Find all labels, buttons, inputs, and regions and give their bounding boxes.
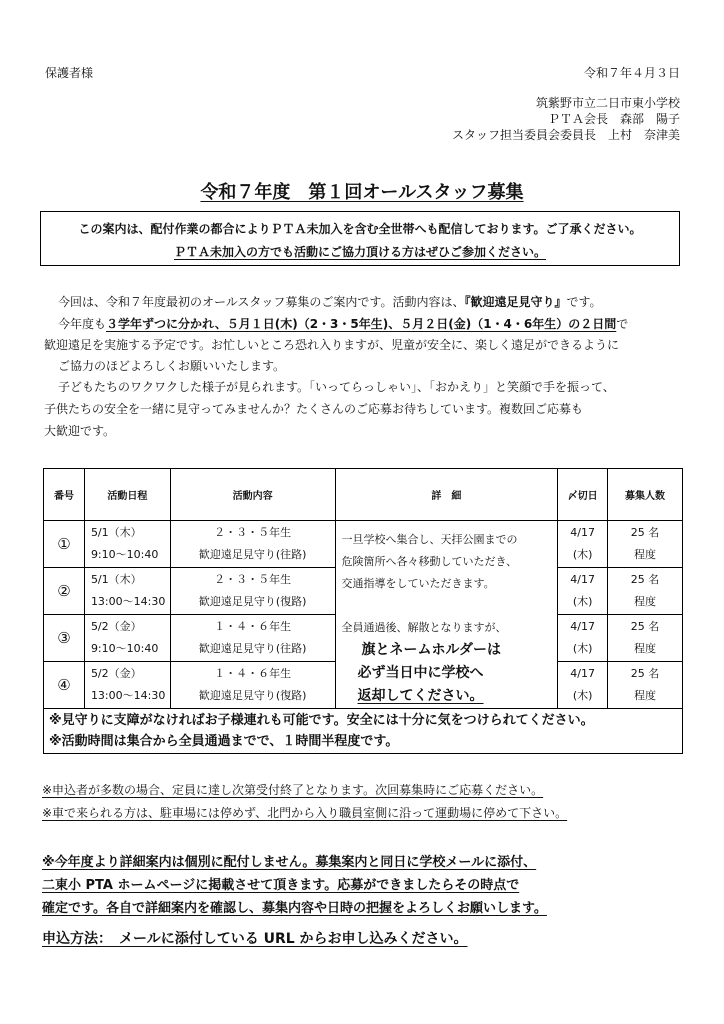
- table-footer-notes: [44, 709, 683, 754]
- row-schedule: [84, 615, 170, 662]
- intro-paragraph-4: ご協力のほどよろしくお願いいたします。: [58, 359, 286, 373]
- detail-emphasis: 旗とネームホルダーは: [361, 642, 501, 658]
- row-count: [608, 521, 683, 568]
- row-grade: ２・３・５年生: [214, 526, 292, 539]
- row-deadline: [558, 615, 608, 662]
- row-schedule: [84, 521, 170, 568]
- notice-line-2: ＰＴＡ未加入の方でも活動にご協力頂ける方はぜひご参加ください。: [173, 245, 546, 259]
- row-schedule: [84, 662, 170, 709]
- row-schedule: [84, 568, 170, 615]
- intro-text: 今回は、令和７年度最初のオールスタッフ募集のご案内です。活動内容は、: [58, 295, 465, 309]
- row-date: 5/2（金）: [90, 620, 142, 633]
- count-value: 25 名: [630, 620, 660, 633]
- activity-name: 『歓迎遠足見守り』: [464, 295, 567, 309]
- row-number: ①: [44, 521, 85, 568]
- table-header-row: [44, 469, 683, 521]
- detail-emphasis: 返却してください。: [357, 688, 484, 704]
- row-deadline: [558, 662, 608, 709]
- deadline-date: 4/17: [570, 667, 595, 680]
- table-row: [44, 521, 683, 568]
- distribution-notice-line-3: 確定です。各自で詳細案内を確認し、募集内容や日時の把握をよろしくお願いします。: [42, 901, 547, 916]
- row-deadline: [558, 568, 608, 615]
- row-activity-name: 歓迎遠足見守り(往路): [198, 642, 307, 655]
- row-number: ②: [44, 568, 85, 615]
- row-deadline: [558, 521, 608, 568]
- intro-paragraph-3: 歓迎遠足を実施する予定です。お忙しいところ恐れ入りますが、児童が安全に、楽しく遠足ができるように: [44, 338, 620, 352]
- school-name: 筑紫野市立二日市東小学校: [535, 96, 680, 110]
- row-grade: １・４・６年生: [214, 620, 292, 633]
- row-activity: [170, 521, 335, 568]
- header-number: 番号: [44, 469, 85, 521]
- count-note: 程度: [634, 548, 657, 561]
- row-grade: １・４・６年生: [214, 667, 292, 680]
- header-schedule: 活動日程: [84, 469, 170, 521]
- row-grade: ２・３・５年生: [214, 573, 292, 586]
- row-date: 5/2（金）: [90, 667, 142, 680]
- row-time: 13:00～14:30: [90, 689, 166, 702]
- pta-chair: ＰＴＡ会長 森部 陽子: [547, 112, 680, 126]
- schedule-table: [43, 468, 683, 754]
- row-count: [608, 662, 683, 709]
- count-note: 程度: [634, 595, 657, 608]
- intro-paragraph-1: [58, 293, 602, 310]
- count-note: 程度: [634, 642, 657, 655]
- issue-date: 令和７年４月３日: [583, 66, 680, 80]
- footer-note-2: ※活動時間は集合から全員通過までで、１時間半程度です。: [49, 734, 399, 749]
- detail-emphasis: 必ず当日中に学校へ: [357, 665, 484, 681]
- detail-line: 一旦学校へ集合し、天拝公園までの: [341, 533, 518, 546]
- row-number: ③: [44, 615, 85, 662]
- count-note: 程度: [634, 689, 657, 702]
- deadline-day: (木): [572, 689, 593, 702]
- note-capacity: ※申込者が多数の場合、定員に達し次第受付終了となります。次回募集時にご応募ください。: [42, 783, 544, 797]
- distribution-notice-line-1: ※今年度より詳細案内は個別に配付しません。募集案内と同日に学校メールに添付、: [42, 855, 537, 870]
- notice-box: [40, 211, 680, 266]
- deadline-day: (木): [572, 595, 593, 608]
- table-footer-row: [44, 709, 683, 754]
- row-time: 9:10～10:40: [90, 642, 159, 655]
- row-activity: [170, 568, 335, 615]
- row-activity-name: 歓迎遠足見守り(往路): [198, 548, 307, 561]
- deadline-date: 4/17: [570, 620, 595, 633]
- footer-note-1: ※見守りに支障がなければお子様連れも可能です。安全には十分に気をつけられてください。: [49, 713, 594, 728]
- header-deadline: 〆切日: [558, 469, 608, 521]
- document-title: 令和７年度 第１回オールスタッフ募集: [200, 182, 524, 203]
- count-value: 25 名: [630, 526, 660, 539]
- row-number: ④: [44, 662, 85, 709]
- row-activity: [170, 615, 335, 662]
- intro-text: 今年度も: [58, 317, 107, 331]
- row-time: 9:10～10:40: [90, 548, 159, 561]
- detail-line: 交通指導をしていただきます。: [341, 577, 495, 590]
- deadline-day: (木): [572, 548, 593, 561]
- recipient: 保護者様: [45, 66, 94, 80]
- note-parking: ※車で来られる方は、駐車場には停めず、北門から入り職員室側に沿って運動場に停めて下さい。: [42, 806, 568, 820]
- row-activity: [170, 662, 335, 709]
- details-cell: [335, 521, 558, 709]
- row-activity-name: 歓迎遠足見守り(復路): [198, 689, 307, 702]
- intro-paragraph-5: 子どもたちのワクワクした様子が見られます。「いってらっしゃい」、「おかえり」と笑顔で手を振って、: [58, 380, 615, 394]
- header-recruit-count: 募集人数: [608, 469, 683, 521]
- detail-line: 危険箇所へ各々移動していただき、: [341, 555, 518, 568]
- row-count: [608, 568, 683, 615]
- row-count: [608, 615, 683, 662]
- intro-paragraph-2: [58, 315, 628, 332]
- count-value: 25 名: [630, 573, 660, 586]
- schedule-summary: ３学年ずつに分かれ、５月１日(木)（2・3・5年生)、５月２日(金)（1・4・6年生）の２日間: [106, 317, 617, 331]
- intro-text-end: です。: [566, 295, 602, 309]
- application-method: 申込方法： メールに添付している URL からお申し込みください。: [42, 931, 468, 947]
- intro-paragraph-7: 大歓迎です。: [44, 424, 116, 438]
- intro-paragraph-6: 子供たちの安全を一緒に見守ってみませんか？たくさんのご応募お待ちしています。複数回ご応募も: [44, 402, 584, 416]
- count-value: 25 名: [630, 667, 660, 680]
- row-date: 5/1（木）: [90, 526, 142, 539]
- deadline-date: 4/17: [570, 573, 595, 586]
- intro-text-end: で: [616, 317, 629, 331]
- notice-line-1: この案内は、配付作業の都合によりＰＴＡ未加入を含む全世帯へも配信しております。ご了承ください。: [78, 222, 642, 236]
- distribution-notice-line-2: 二東小 PTA ホームページに掲載させて頂きます。応募ができましたらその時点で: [42, 878, 520, 893]
- row-activity-name: 歓迎遠足見守り(復路): [198, 595, 307, 608]
- staff-committee-chair: スタッフ担当委員会委員長 上村 奈津美: [451, 128, 680, 142]
- header-activity: 活動内容: [170, 469, 335, 521]
- row-date: 5/1（木）: [90, 573, 142, 586]
- deadline-day: (木): [572, 642, 593, 655]
- detail-line: 全員通過後、解散となりますが、: [341, 621, 507, 634]
- deadline-date: 4/17: [570, 526, 595, 539]
- header-details: 詳 細: [335, 469, 558, 521]
- row-time: 13:00～14:30: [90, 595, 166, 608]
